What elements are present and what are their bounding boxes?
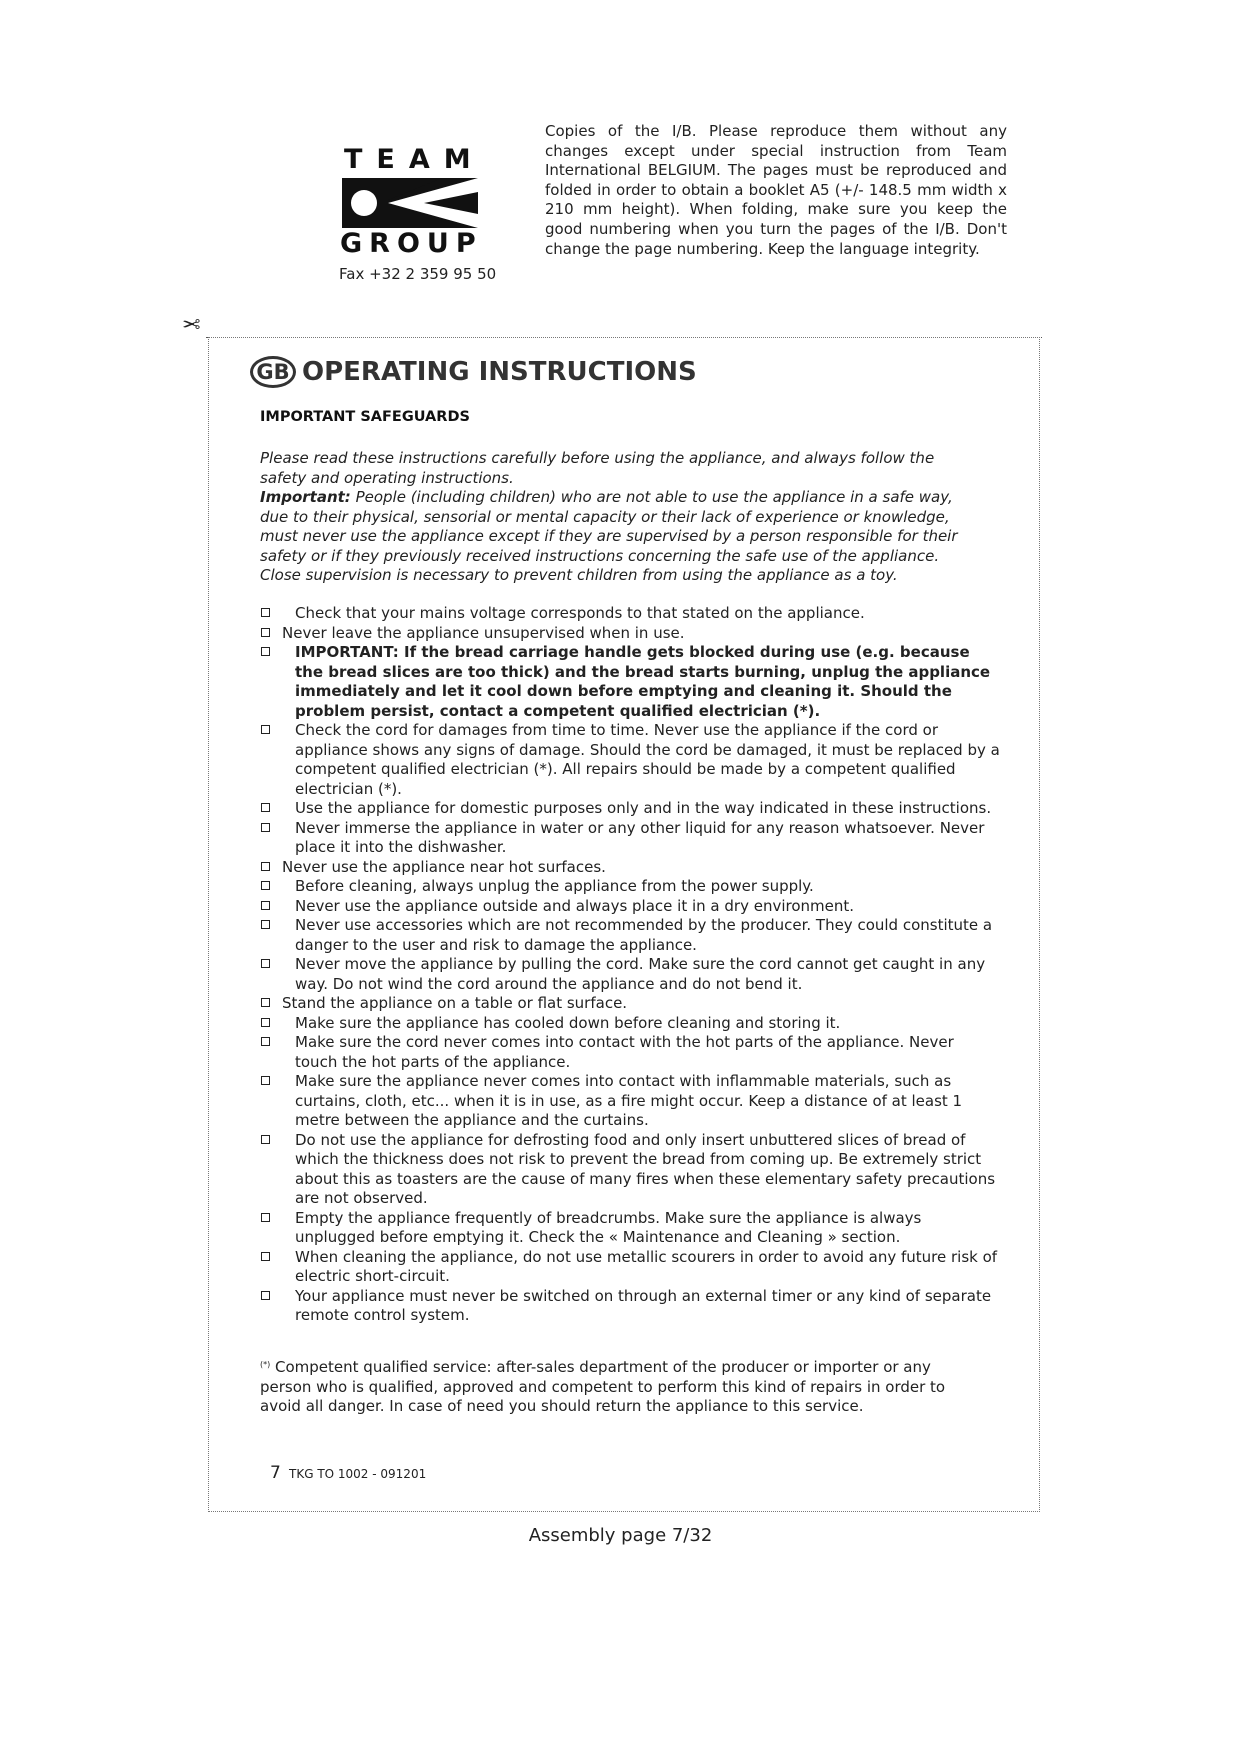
footnote xyxy=(260,1355,980,1417)
list-item: Never immerse the appliance in water or any other liquid for any reason whatsoever. Never place it into the dishwasher. xyxy=(260,819,1000,858)
checkbox-bullet-icon xyxy=(261,1291,270,1300)
checkbox-bullet-icon xyxy=(261,1037,270,1046)
list-item: Never leave the appliance unsupervised when in use. xyxy=(260,624,1000,644)
document-code: TKG TO 1002 - 091201 xyxy=(289,1467,427,1481)
list-item: Make sure the appliance has cooled down before cleaning and storing it. xyxy=(260,1014,1000,1034)
list-item: Never use the appliance near hot surfaces. xyxy=(260,858,1000,878)
footnote-text: Competent qualified service: after-sales department of the producer or importer or any person who is qualified, approved and competent to perform this kind of repairs in order to avoid all danger. In case of need you should return the appliance to this service. xyxy=(260,1358,946,1415)
copies-instructions: Copies of the I/B. Please reproduce them without any changes except under special instruction from Team International BELGIUM. The pages must be reproduced and folded in order to obtain a booklet A5 (+/- 148.5 mm width x 210 mm height). When folding, make sure you keep the good numbering when you turn the pages of the I/B. Don't change the page numbering. Keep the language integrity. xyxy=(545,122,1007,258)
checkbox-bullet-icon xyxy=(261,1018,270,1027)
safeguards-list xyxy=(260,604,1000,1326)
checkbox-bullet-icon xyxy=(261,1252,270,1261)
checkbox-bullet-icon xyxy=(261,1135,270,1144)
assembly-page-label: Assembly page 7/32 xyxy=(528,1525,713,1546)
list-item: When cleaning the appliance, do not use metallic scourers in order to avoid any future risk of electric short-circuit. xyxy=(260,1248,1000,1287)
checkbox-bullet-icon xyxy=(261,608,270,617)
list-item: Your appliance must never be switched on through an external timer or any kind of separate remote control system. xyxy=(260,1287,1000,1326)
list-item: Make sure the cord never comes into contact with the hot parts of the appliance. Never touch the hot parts of the appliance. xyxy=(260,1033,1000,1072)
checkbox-bullet-icon xyxy=(261,823,270,832)
footnote-marker: (*) xyxy=(260,1360,271,1369)
list-item: Before cleaning, always unplug the appliance from the power supply. xyxy=(260,877,1000,897)
fax-number: Fax +32 2 359 95 50 xyxy=(339,265,497,283)
checkbox-bullet-icon xyxy=(261,862,270,871)
list-item: Use the appliance for domestic purposes only and in the way indicated in these instructions. xyxy=(260,799,1000,819)
important-note xyxy=(260,488,980,586)
list-item: Never use accessories which are not recommended by the producer. They could constitute a danger to the user and risk to damage the appliance. xyxy=(260,916,1000,955)
checkbox-bullet-icon xyxy=(261,901,270,910)
team-group-logo xyxy=(338,144,485,259)
page-heading xyxy=(250,356,697,388)
checkbox-bullet-icon xyxy=(261,881,270,890)
checkbox-bullet-icon xyxy=(261,628,270,637)
checkbox-bullet-icon xyxy=(261,998,270,1007)
logo-bottom-word: GROUP xyxy=(340,228,483,259)
logo-top-word: TEAM xyxy=(344,144,485,175)
checkbox-bullet-icon xyxy=(261,647,270,656)
checkbox-bullet-icon xyxy=(261,803,270,812)
intro-line: Please read these instructions carefully before using the appliance, and always follow the safety and operating instructions. xyxy=(260,449,935,487)
list-item: Check that your mains voltage corresponds to that stated on the appliance. xyxy=(260,604,1000,624)
checkbox-bullet-icon xyxy=(261,959,270,968)
language-badge: GB xyxy=(250,356,296,388)
section-heading: IMPORTANT SAFEGUARDS xyxy=(260,409,470,425)
list-item: Do not use the appliance for defrosting food and only insert unbuttered slices of bread of which the thickness does not risk to prevent the bread from coming up. Be extremely strict about this as toasters are the cause of many fires when these elementary safety precautions are not observed. xyxy=(260,1131,1000,1209)
checkbox-bullet-icon xyxy=(261,725,270,734)
list-item: Never use the appliance outside and always place it in a dry environment. xyxy=(260,897,1000,917)
page-title: OPERATING INSTRUCTIONS xyxy=(302,357,697,387)
scissors-icon: ✂ xyxy=(182,310,201,335)
logo-k-mark-icon xyxy=(342,178,478,228)
list-item: Make sure the appliance never comes into contact with inflammable materials, such as curtains, cloth, etc... when it is in use, as a fire might occur. Keep a distance of at least 1 metre between the appliance and the curtains. xyxy=(260,1072,1000,1131)
checkbox-bullet-icon xyxy=(261,1213,270,1222)
intro-paragraph xyxy=(260,449,980,586)
list-item: IMPORTANT: If the bread carriage handle gets blocked during use (e.g. because the bread slices are too thick) and the bread starts burning, unplug the appliance immediately and let it cool down before emptying and cleaning it. Should the problem persist, contact a competent qualified electrician (*). xyxy=(260,643,1000,721)
list-item: Never move the appliance by pulling the cord. Make sure the cord cannot get caught in any way. Do not wind the cord around the appliance and do not bend it. xyxy=(260,955,1000,994)
checkbox-bullet-icon xyxy=(261,1076,270,1085)
page-number: 7 xyxy=(270,1463,281,1483)
list-item: Check the cord for damages from time to time. Never use the appliance if the cord or appliance shows any signs of damage. Should the cord be damaged, it must be replaced by a competent qualified electrician (*). All repairs should be made by a competent qualified electrician (*). xyxy=(260,721,1000,799)
list-item: Empty the appliance frequently of breadcrumbs. Make sure the appliance is always unplugged before emptying it. Check the « Maintenance and Cleaning » section. xyxy=(260,1209,1000,1248)
important-label: Important: xyxy=(260,488,351,506)
important-text: People (including children) who are not able to use the appliance in a safe way, due to their physical, sensorial or mental capacity or their lack of experience or knowledge, must never use the appliance except if they are supervised by a person responsible for their safety or if they previously received instructions concerning the safe use of the appliance. Close supervision is necessary to prevent children from using the appliance as a toy. xyxy=(260,488,958,584)
list-item: Stand the appliance on a table or flat surface. xyxy=(260,994,1000,1014)
checkbox-bullet-icon xyxy=(261,920,270,929)
